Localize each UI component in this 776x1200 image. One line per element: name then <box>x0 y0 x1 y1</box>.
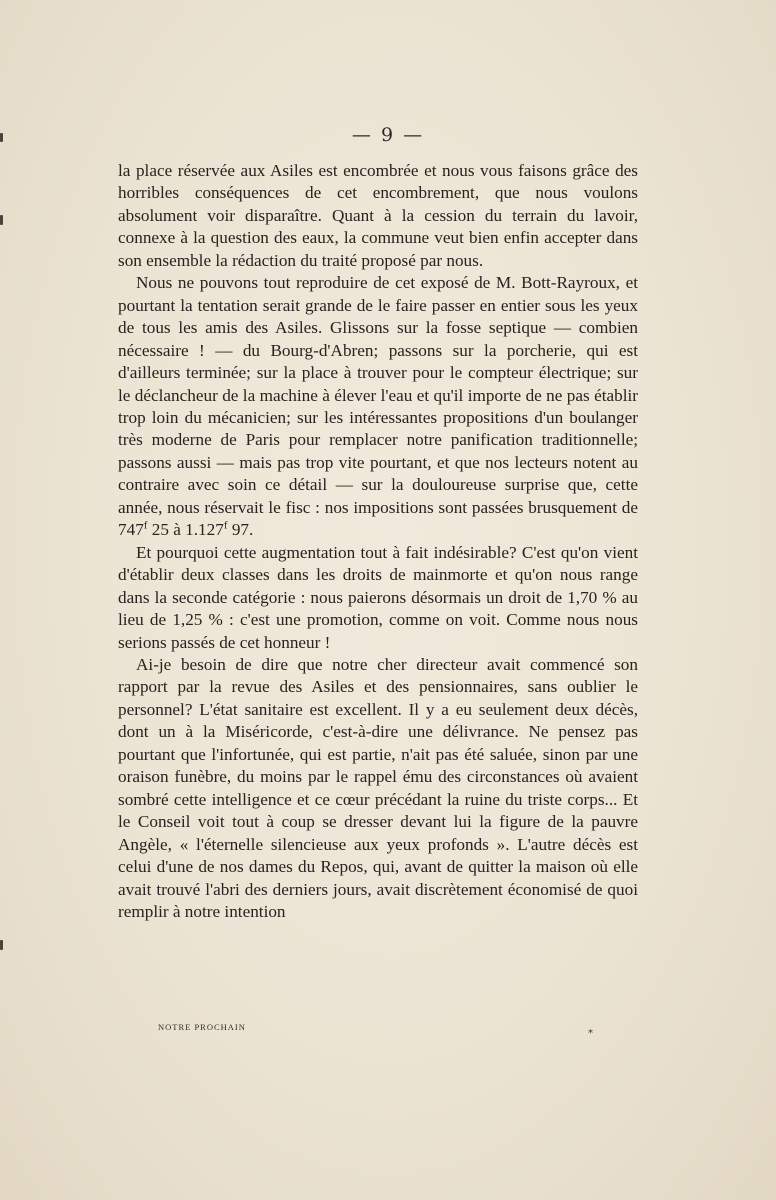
amount-1-superscript: f <box>143 519 148 532</box>
amount-2-superscript: f <box>223 519 228 532</box>
page-number: — 9 — <box>351 124 425 146</box>
paragraph-2-text: Nous ne pouvons tout reproduire de cet exposé de M. Bott-Rayroux, et pourtant la tentation serait grande de le faire passer en entier sous les yeux de tous les amis des Asiles. Glissons sur la fosse septique — combien nécessaire ! — du Bourg-d'Abren; passons sur la porcherie, qui est d'ailleurs terminée; sur la place à trouver pour le compteur électrique; sur le déclancheur de la machine à élever l'eau et qu'il importe de ne pas établir trop loin du mécanicien; sur les intéressantes propositions d'un boulanger très moderne de Paris pour remplacer notre panification traditionnelle; passons aussi — mais pas trop vite pourtant, et que nos lecteurs notent au contraire avec soin ce détail — sur la douloureuse surprise que, cette année, nous réservait le fisc : nos impositions sont passées brusquement de 747 <box>118 273 638 540</box>
body-text <box>118 160 638 923</box>
amount-2-rest: 97. <box>227 520 254 540</box>
paragraph-1: la place réservée aux Asiles est encombrée et nous vous faisons grâce des horribles conséquences de cet encombrement, que nous voulons absolument voir disparaître. Quant à la cession du terrain du lavoir, connexe à la question des eaux, la commune veut bien enfin accepter dans son ensemble la rédaction du traité proposé par nous. <box>118 161 638 270</box>
amount-1-rest: 25 à 1.127 <box>147 520 224 540</box>
signature-mark: * <box>588 1028 593 1039</box>
binding-mark-bottom <box>0 940 3 950</box>
catchword-running-footer: NOTRE PROCHAIN <box>158 1022 246 1032</box>
paragraph-4: Ai-je besoin de dire que notre cher directeur avait commencé son rapport par la revue des Asiles et des pensionnaires, sans oublier le personnel? L'état sanitaire est excellent. Il y a eu seulement deux décès, dont un à la Miséricorde, c'est-à-dire une délivrance. Ne pensez pas pourtant que l'infortunée, qui est partie, n'ait pas été saluée, sinon par une oraison funèbre, du moins par le rappel ému des circonstances où avaient sombré cette intelligence et ce cœur précédant la ruine du triste corps... Et le Conseil voit tout à coup se dresser devant lui la figure de la pauvre Angèle, « l'éternelle silencieuse aux yeux profonds ». L'autre décès est celui d'une de nos dames du Repos, qui, avant de quitter la maison où elle avait trouvé l'abri des derniers jours, avait discrètement économisé de quoi remplir à notre intention <box>118 654 638 921</box>
paragraph-2 <box>118 272 638 541</box>
paragraph-3: Et pourquoi cette augmentation tout à fait indésirable? C'est qu'on vient d'établir deux classes dans les droits de mainmorte et qu'on nous range dans la seconde catégorie : nous paierons désormais un droit de 1,70 % au lieu de 1,25 % : c'est une promotion, comme on voit. Comme nous nous serions passés de cet honneur ! <box>118 542 638 652</box>
binding-mark-middle <box>0 215 3 225</box>
